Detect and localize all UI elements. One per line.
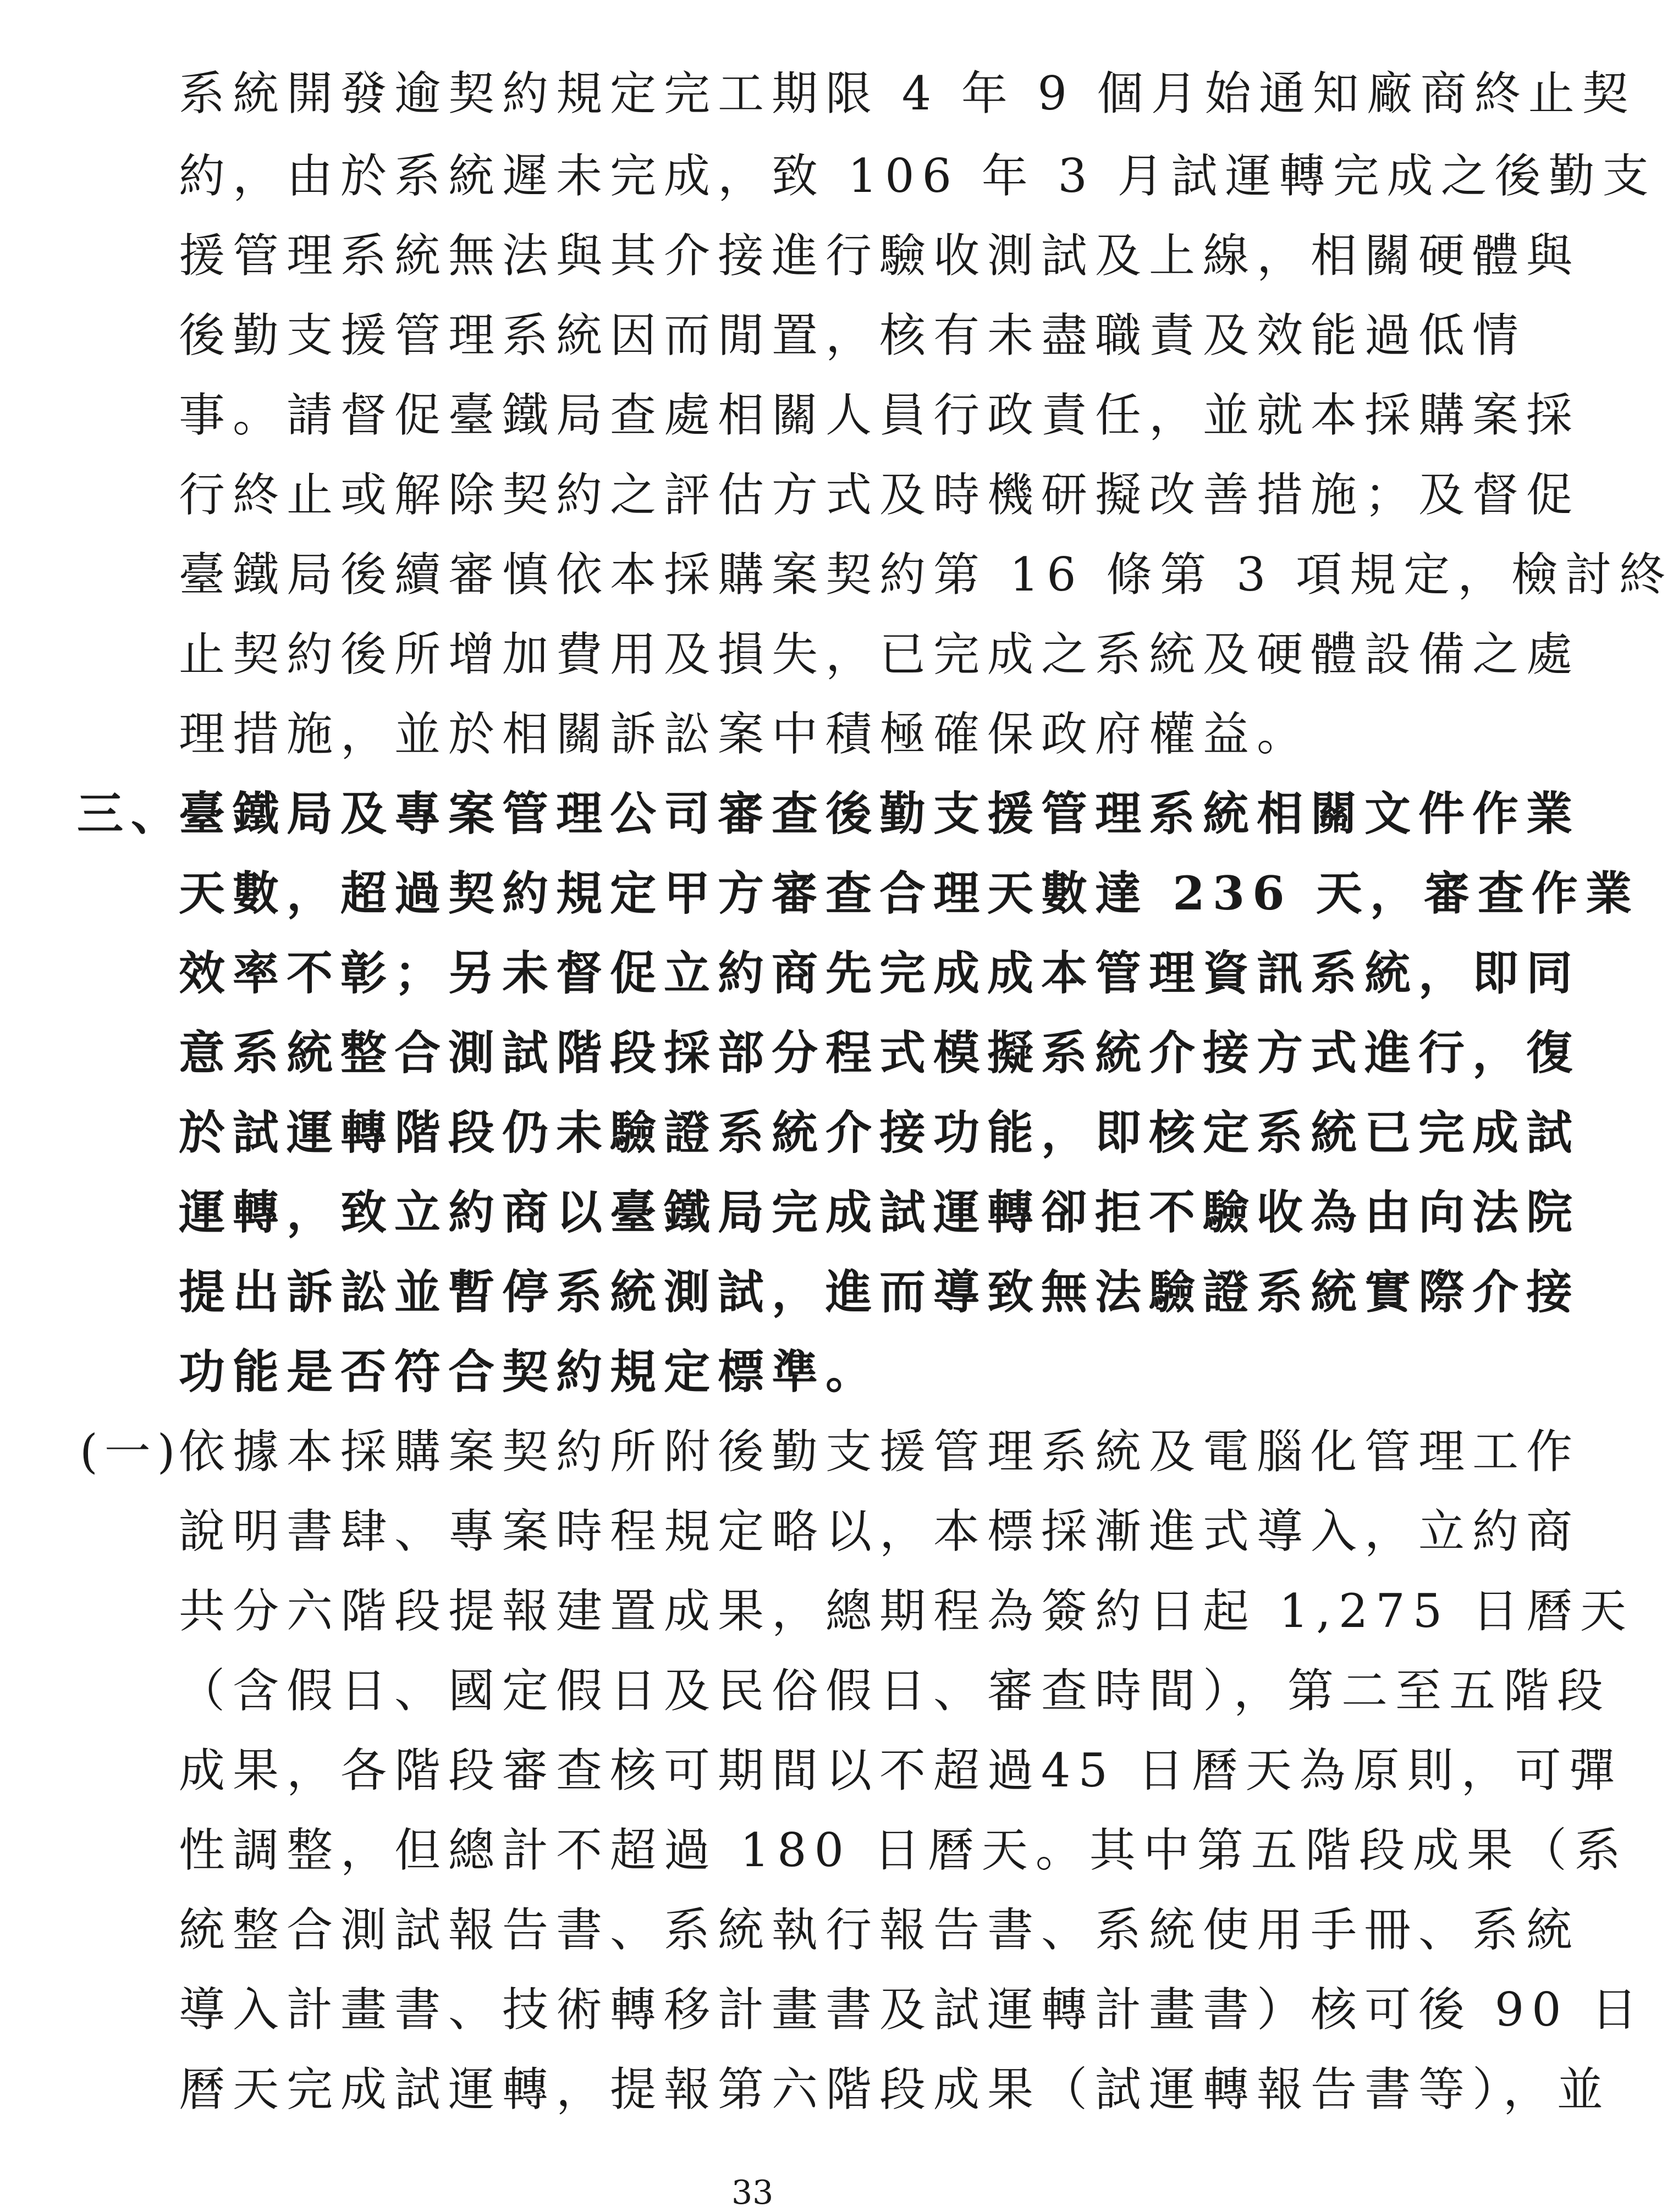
heading-line: 臺鐵局及專案管理公司審查後勤支援管理系統相關文件作業 [179, 786, 1581, 841]
text-line: 曆天完成試運轉，提報第六階段成果（試運轉報告書等），並 [179, 2062, 1611, 2116]
heading-line: 天數，超過契約規定甲方審查合理天數達 236 天，審查作業 [179, 866, 1639, 920]
text-line: 事。請督促臺鐵局查處相關人員行政責任，並就本採購案採 [179, 388, 1581, 442]
text-line: 成果，各階段審查核可期間以不超過45 日曆天為原則，可彈 [179, 1744, 1623, 1797]
heading-line: 意系統整合測試階段採部分程式模擬系統介接方式進行，復 [179, 1025, 1581, 1080]
text-line: 臺鐵局後續審慎依本採購案契約第 16 條第 3 項規定，檢討終 [179, 548, 1673, 602]
text-line: 援管理系統無法與其介接進行驗收測試及上線，相關硬體與 [179, 229, 1581, 283]
text-line: 後勤支援管理系統因而閒置，核有未盡職責及效能過低情 [179, 308, 1527, 362]
text-line: 說明書肆、專案時程規定略以，本標採漸進式導入，立約商 [179, 1504, 1581, 1558]
heading-line: 提出訴訟並暫停系統測試，進而導致無法驗證系統實際介接 [179, 1265, 1581, 1319]
page-number: 33 [731, 2174, 774, 2212]
heading-line: 運轉，致立約商以臺鐵局完成試運轉卻拒不驗收為由向法院 [179, 1185, 1581, 1239]
heading-line: 於試運轉階段仍未驗證系統介接功能，即核定系統已完成試 [179, 1105, 1581, 1160]
text-line: 系統開發逾契約規定完工期限 4 年 9 個月始通知廠商終止契 [179, 67, 1636, 120]
text-line: 約，由於系統遲未完成，致 106 年 3 月試運轉完成之後勤支 [179, 149, 1657, 203]
text-line: 止契約後所增加費用及損失，已完成之系統及硬體設備之處 [179, 627, 1581, 681]
text-line: （含假日、國定假日及民俗假日、審查時間），第二至五階段 [179, 1664, 1611, 1718]
text-line: 理措施，並於相關訴訟案中積極確保政府權益。 [179, 707, 1311, 761]
text-line: 性調整，但總計不超過 180 日曆天。其中第五階段成果（系 [179, 1823, 1628, 1877]
subsection-label: (一) [80, 1425, 182, 1479]
heading-line: 效率不彰；另未督促立約商先完成成本管理資訊系統，即同 [179, 946, 1581, 1000]
text-line: 行終止或解除契約之評估方式及時機研擬改善措施；及督促 [179, 468, 1581, 522]
text-line: 導入計畫書、技術轉移計畫書及試運轉計畫書）核可後 90 日 [179, 1983, 1646, 2037]
text-line: 共分六階段提報建置成果，總期程為簽約日起 1,275 日曆天 [179, 1584, 1634, 1638]
section-label: 三、 [77, 786, 185, 841]
text-line: 統整合測試報告書、系統執行報告書、系統使用手冊、系統 [179, 1903, 1581, 1957]
heading-line: 功能是否符合契約規定標準。 [179, 1344, 880, 1399]
text-line: 依據本採購案契約所附後勤支援管理系統及電腦化管理工作 [179, 1425, 1581, 1479]
